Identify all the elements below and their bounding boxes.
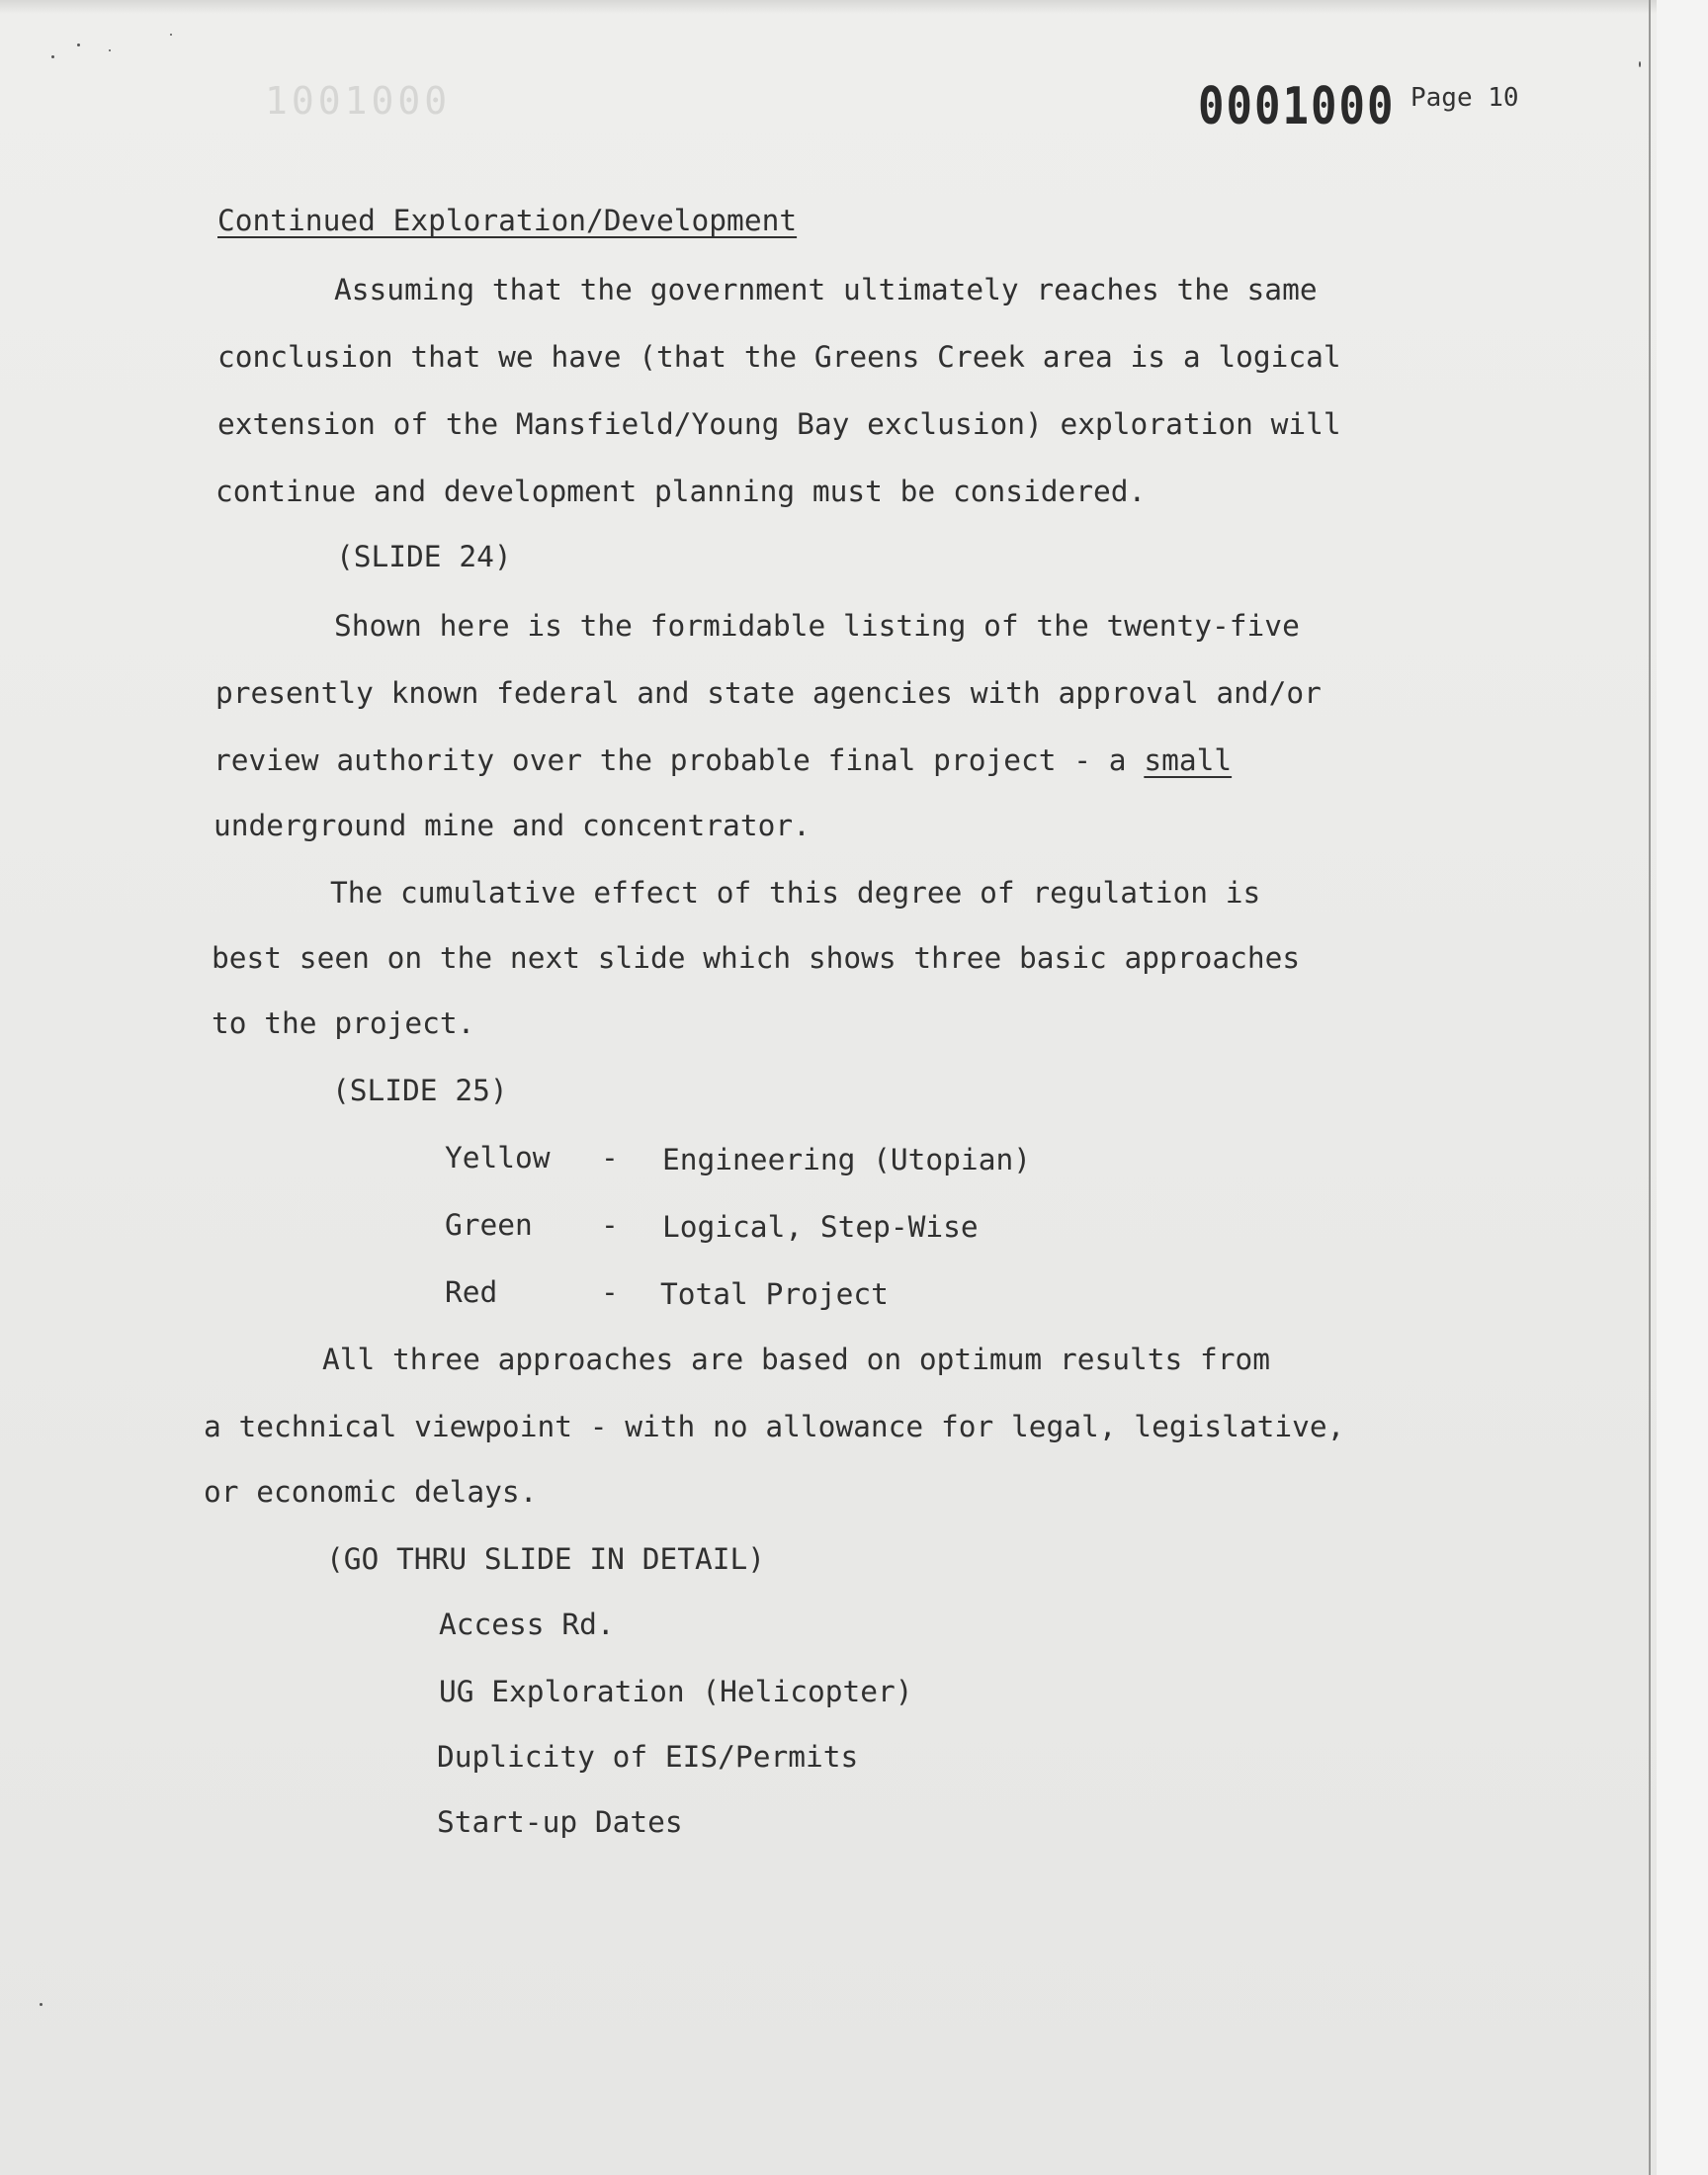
approach-description: Logical, Step-Wise (662, 1210, 979, 1244)
approach-description: Total Project (660, 1277, 889, 1311)
paragraph-line: or economic delays. (204, 1475, 538, 1509)
scan-top-edge (0, 0, 1708, 14)
paragraph-line: continue and development planning must be considered. (215, 475, 1147, 508)
detail-item: Start-up Dates (437, 1805, 683, 1839)
slide-cue: (SLIDE 24) (336, 540, 512, 573)
scan-speck (40, 2003, 43, 2006)
paragraph-line: extension of the Mansfield/Young Bay exclusion) exploration will (217, 407, 1341, 441)
slide-cue: (GO THRU SLIDE IN DETAIL) (326, 1542, 766, 1576)
scan-speck (170, 34, 172, 36)
underlined-word: small (1144, 743, 1233, 777)
paragraph-line: underground mine and concentrator. (214, 809, 811, 842)
approach-dash: - (601, 1141, 619, 1174)
slide-cue: (SLIDE 25) (332, 1074, 508, 1107)
paragraph-line: conclusion that we have (that the Greens Creek area is a logical (217, 340, 1341, 374)
paragraph-line: Assuming that the government ultimately reaches the same (334, 273, 1318, 306)
scan-speck (77, 44, 80, 46)
paragraph-line: The cumulative effect of this degree of regulation is (330, 876, 1261, 910)
paragraph-line (214, 743, 1232, 777)
ghost-bates-number: 1001000 (265, 79, 452, 123)
approach-color: Red (445, 1275, 498, 1309)
paragraph-line: a technical viewpoint - with no allowance for legal, legislative, (204, 1410, 1345, 1443)
page-number-label: Page 10 (1410, 83, 1519, 113)
scan-right-edge-line (1649, 0, 1651, 2175)
scan-right-margin (1657, 0, 1708, 2175)
scan-speck (109, 49, 111, 51)
paragraph-line: Shown here is the formidable listing of the twenty-five (334, 609, 1300, 643)
approach-color: Yellow (445, 1141, 551, 1174)
approach-description: Engineering (Utopian) (662, 1143, 1031, 1176)
approach-color: Green (445, 1208, 533, 1242)
scan-speck (1639, 61, 1641, 67)
scan-speck (51, 55, 54, 58)
detail-item: Duplicity of EIS/Permits (437, 1740, 859, 1774)
approach-dash: - (601, 1275, 619, 1309)
detail-item: UG Exploration (Helicopter) (439, 1675, 913, 1708)
detail-item: Access Rd. (439, 1608, 615, 1641)
paragraph-line: All three approaches are based on optimum results from (322, 1343, 1271, 1376)
paragraph-line: presently known federal and state agencies with approval and/or (215, 676, 1322, 710)
section-heading: Continued Exploration/Development (217, 204, 798, 237)
paragraph-text: review authority over the probable final project - a (214, 743, 1145, 777)
paragraph-line: to the project. (212, 1006, 475, 1040)
bates-stamp-number: 0001000 (1198, 77, 1396, 137)
paragraph-line: best seen on the next slide which shows three basic approaches (212, 941, 1301, 975)
approach-dash: - (601, 1208, 619, 1242)
